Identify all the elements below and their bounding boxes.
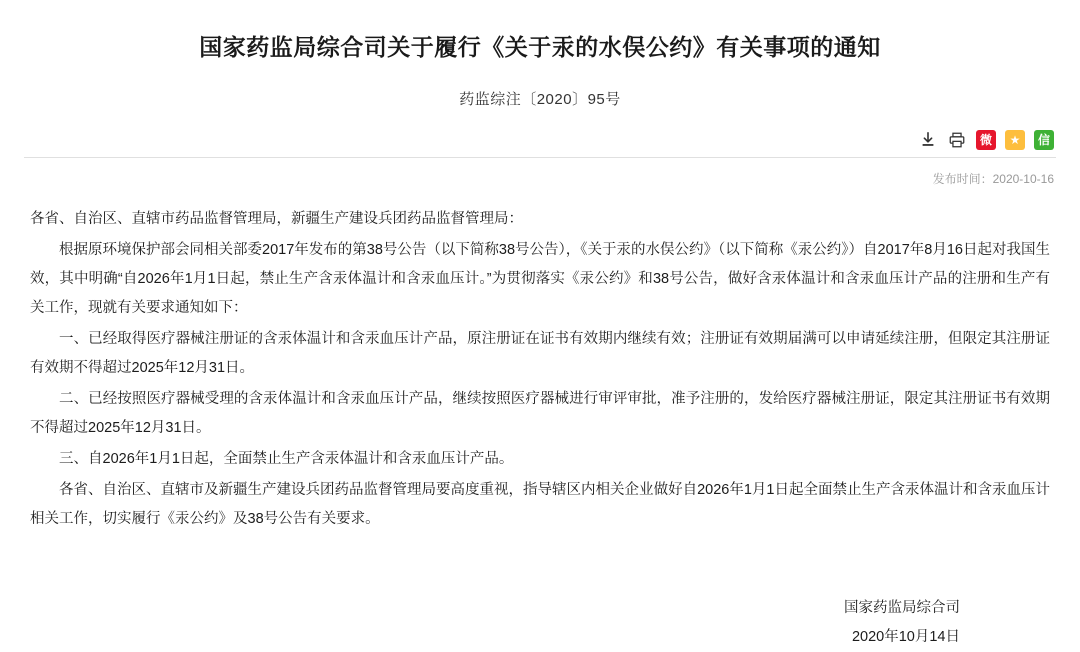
body-paragraph: 各省、自治区、直辖市及新疆生产建设兵团药品监督管理局要高度重视，指导辖区内相关企业做好自2026年1月1日起全面禁止生产含汞体温计和含汞血压计相关工作，切实履行《汞公约》及38号公告有关要求。 <box>30 481 1050 527</box>
body-paragraph: 二、已经按照医疗器械受理的含汞体温计和含汞血压计产品，继续按照医疗器械进行审评审批，准予注册的，发给医疗器械注册证，限定其注册证书有效期不得超过2025年12月31日。 <box>30 390 1050 436</box>
body-paragraph: 各省、自治区、直辖市药品监督管理局，新疆生产建设兵团药品监督管理局： <box>30 210 523 227</box>
share-weibo-icon[interactable]: 微 <box>976 130 996 150</box>
body-paragraph: 三、自2026年1月1日起，全面禁止生产含汞体温计和含汞血压计产品。 <box>59 450 514 467</box>
body-paragraph: 一、已经取得医疗器械注册证的含汞体温计和含汞血压计产品，原注册证在证书有效期内继续有效；注册证有效期届满可以申请延续注册，但限定其注册证有效期不得超过2025年12月31日。 <box>30 330 1050 376</box>
document-number: 药监综注〔2020〕95号 <box>459 90 621 108</box>
toolbar <box>24 129 1056 151</box>
document-body <box>24 205 1056 534</box>
print-icon[interactable] <box>947 130 967 150</box>
share-qzone-icon[interactable]: ★ <box>1005 130 1025 150</box>
share-wechat-icon[interactable]: 信 <box>1034 130 1054 150</box>
body-paragraph: 根据原环境保护部会同相关部委2017年发布的第38号公告（以下简称38号公告），《关于汞的水俣公约》（以下简称《汞公约》）自2017年8月16日起对我国生效，其中明确“自2026年1月1日起，禁止生产含汞体温计和含汞血压计。”为贯彻落实《汞公约》和38号公告，做好含汞体温计和含汞血压计产品的注册和生产有关工作，现就有关要求通知如下： <box>30 241 1050 316</box>
signature-org: 国家药监局综合司 <box>844 599 960 616</box>
download-icon[interactable] <box>918 130 938 150</box>
signature-date: 2020年10月14日 <box>851 628 960 645</box>
page-title: 国家药监局综合司关于履行《关于汞的水俣公约》有关事项的通知 <box>199 34 881 61</box>
publish-time: 发布时间：2020-10-16 <box>932 171 1054 186</box>
signature-block <box>24 594 1056 652</box>
document-page <box>0 15 1080 651</box>
